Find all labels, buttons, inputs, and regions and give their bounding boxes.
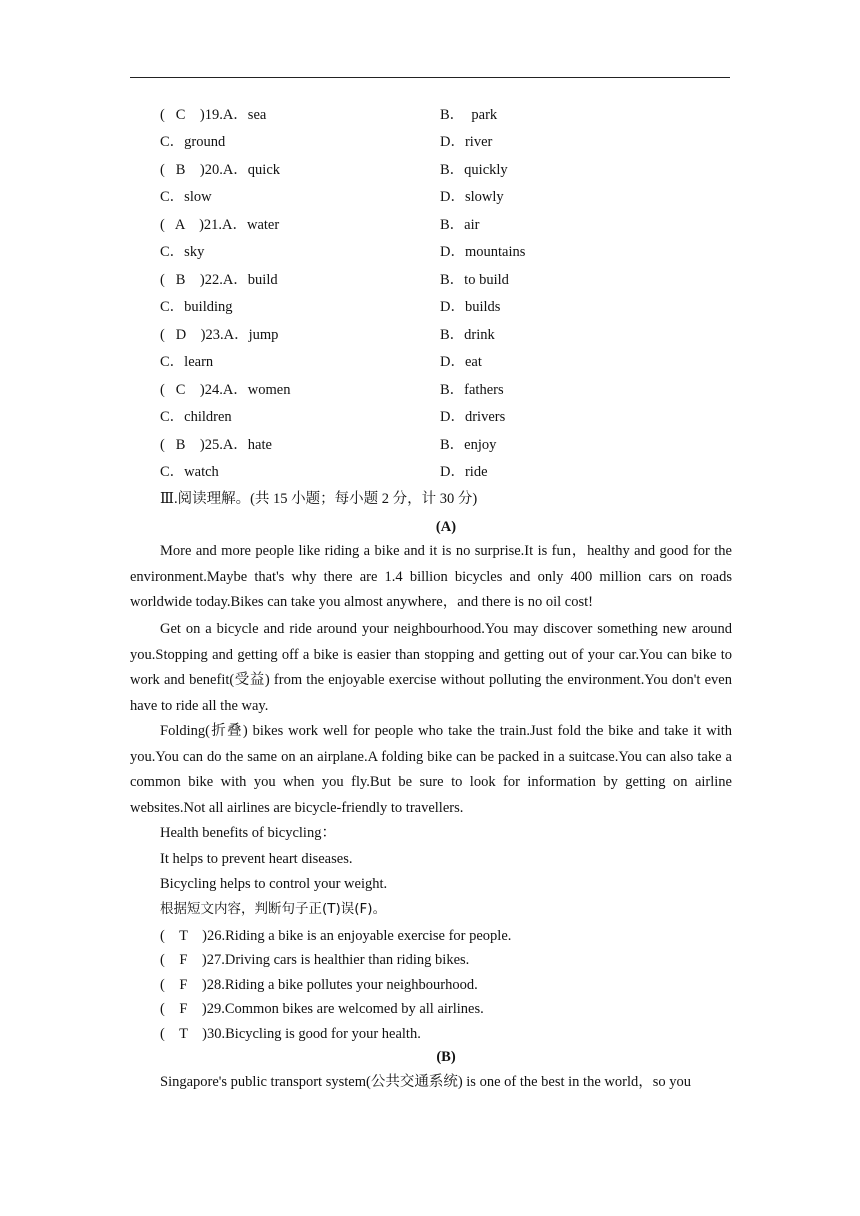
question-20-option-c: C．slow	[160, 189, 212, 205]
question-22-option-c: C．building	[160, 299, 233, 315]
health-benefits-title: Health benefits of bicycling：	[160, 825, 336, 841]
question-23-option-c: C．learn	[160, 354, 214, 370]
question-21-option-d: D．mountains	[440, 244, 526, 260]
question-23-option-b: B．drink	[440, 327, 495, 343]
question-21-option-b: B．air	[440, 217, 480, 233]
question-19-option-c: C．ground	[160, 134, 226, 150]
question-19-line: ( C )19.A．sea	[160, 107, 267, 123]
tf-question-28: ( F )28.Riding a bike pollutes your neighbourhood.	[160, 977, 478, 993]
true-false-instruction: 根据短文内容，判断句子正(T)误(F)。	[160, 901, 387, 917]
tf-question-27: ( F )27.Driving cars is healthier than riding bikes.	[160, 952, 470, 968]
tf-question-29: ( F )29.Common bikes are welcomed by all airlines.	[160, 1001, 484, 1017]
question-25-option-c: C．watch	[160, 464, 219, 480]
question-22-option-b: B．to build	[440, 272, 509, 288]
question-22-option-d: D．builds	[440, 299, 501, 315]
passage-a-paragraph-2-text: Get on a bicycle and ride around your neighbourhood.You may discover something new around you.Stopping and getting off a bike is easier than stopping and getting out of your car.You can bike to work and benefit(受益) from the enjoyable exercise without polluting the environment.You don't even have to ride all the way.	[130, 621, 732, 714]
question-20-option-b: B．quickly	[440, 162, 508, 178]
passage-b-paragraph-1-text: Singapore's public transport system(公共交通系统) is one of the best in the world，so you	[160, 1074, 691, 1090]
tf-question-26: ( T )26.Riding a bike is an enjoyable exercise for people.	[160, 928, 512, 944]
question-22-line: ( B )22.A．build	[160, 272, 278, 288]
question-25-option-b: B．enjoy	[440, 437, 497, 453]
question-25-option-d: D．ride	[440, 464, 488, 480]
health-benefit-2: Bicycling helps to control your weight.	[160, 876, 388, 892]
tf-question-30: ( T )30.Bicycling is good for your health.	[160, 1026, 421, 1042]
passage-b-paragraph-1	[130, 1070, 732, 1096]
question-25-line: ( B )25.A．hate	[160, 437, 272, 453]
question-20-line: ( B )20.A．quick	[160, 162, 281, 178]
question-21-line: ( A )21.A．water	[160, 217, 280, 233]
question-21-option-c: C．sky	[160, 244, 205, 260]
passage-a-label: (A)	[435, 519, 457, 535]
question-20-option-d: D．slowly	[440, 189, 504, 205]
question-19-option-d: D．river	[440, 134, 493, 150]
question-23-line: ( D )23.A．jump	[160, 327, 279, 343]
passage-a-paragraph-3	[130, 719, 732, 821]
question-24-option-b: B．fathers	[440, 382, 504, 398]
question-24-line: ( C )24.A．women	[160, 382, 291, 398]
question-24-option-d: D．drivers	[440, 409, 506, 425]
passage-a-paragraph-2	[130, 617, 732, 719]
section-heading: Ⅲ.阅读理解。(共 15 小题；每小题 2 分，计 30 分)	[160, 491, 478, 507]
passage-a-paragraph-1-text: More and more people like riding a bike and it is no surprise.It is fun，healthy and good for the environment.Maybe that's why there are 1.4 billion bicycles and only 400 million cars on roads worldwide today.Bikes can take you almost anywhere，and there is no oil cost!	[130, 543, 732, 610]
header-rule	[130, 77, 730, 78]
question-23-option-d: D．eat	[440, 354, 482, 370]
passage-a-paragraph-3-text: Folding(折叠) bikes work well for people who take the train.Just fold the bike and take it with you.You can do the same on an airplane.A folding bike can be packed in a suitcase.You can also take a common bike with you when you fly.But be sure to look for information by getting on airline websites.Not all airlines are bicycle-friendly to travellers.	[130, 723, 732, 816]
question-19-option-b: B． park	[440, 107, 498, 123]
question-24-option-c: C．children	[160, 409, 232, 425]
passage-b-label: (B)	[436, 1049, 456, 1065]
health-benefit-1: It helps to prevent heart diseases.	[160, 851, 353, 867]
passage-a-paragraph-1	[130, 539, 732, 616]
